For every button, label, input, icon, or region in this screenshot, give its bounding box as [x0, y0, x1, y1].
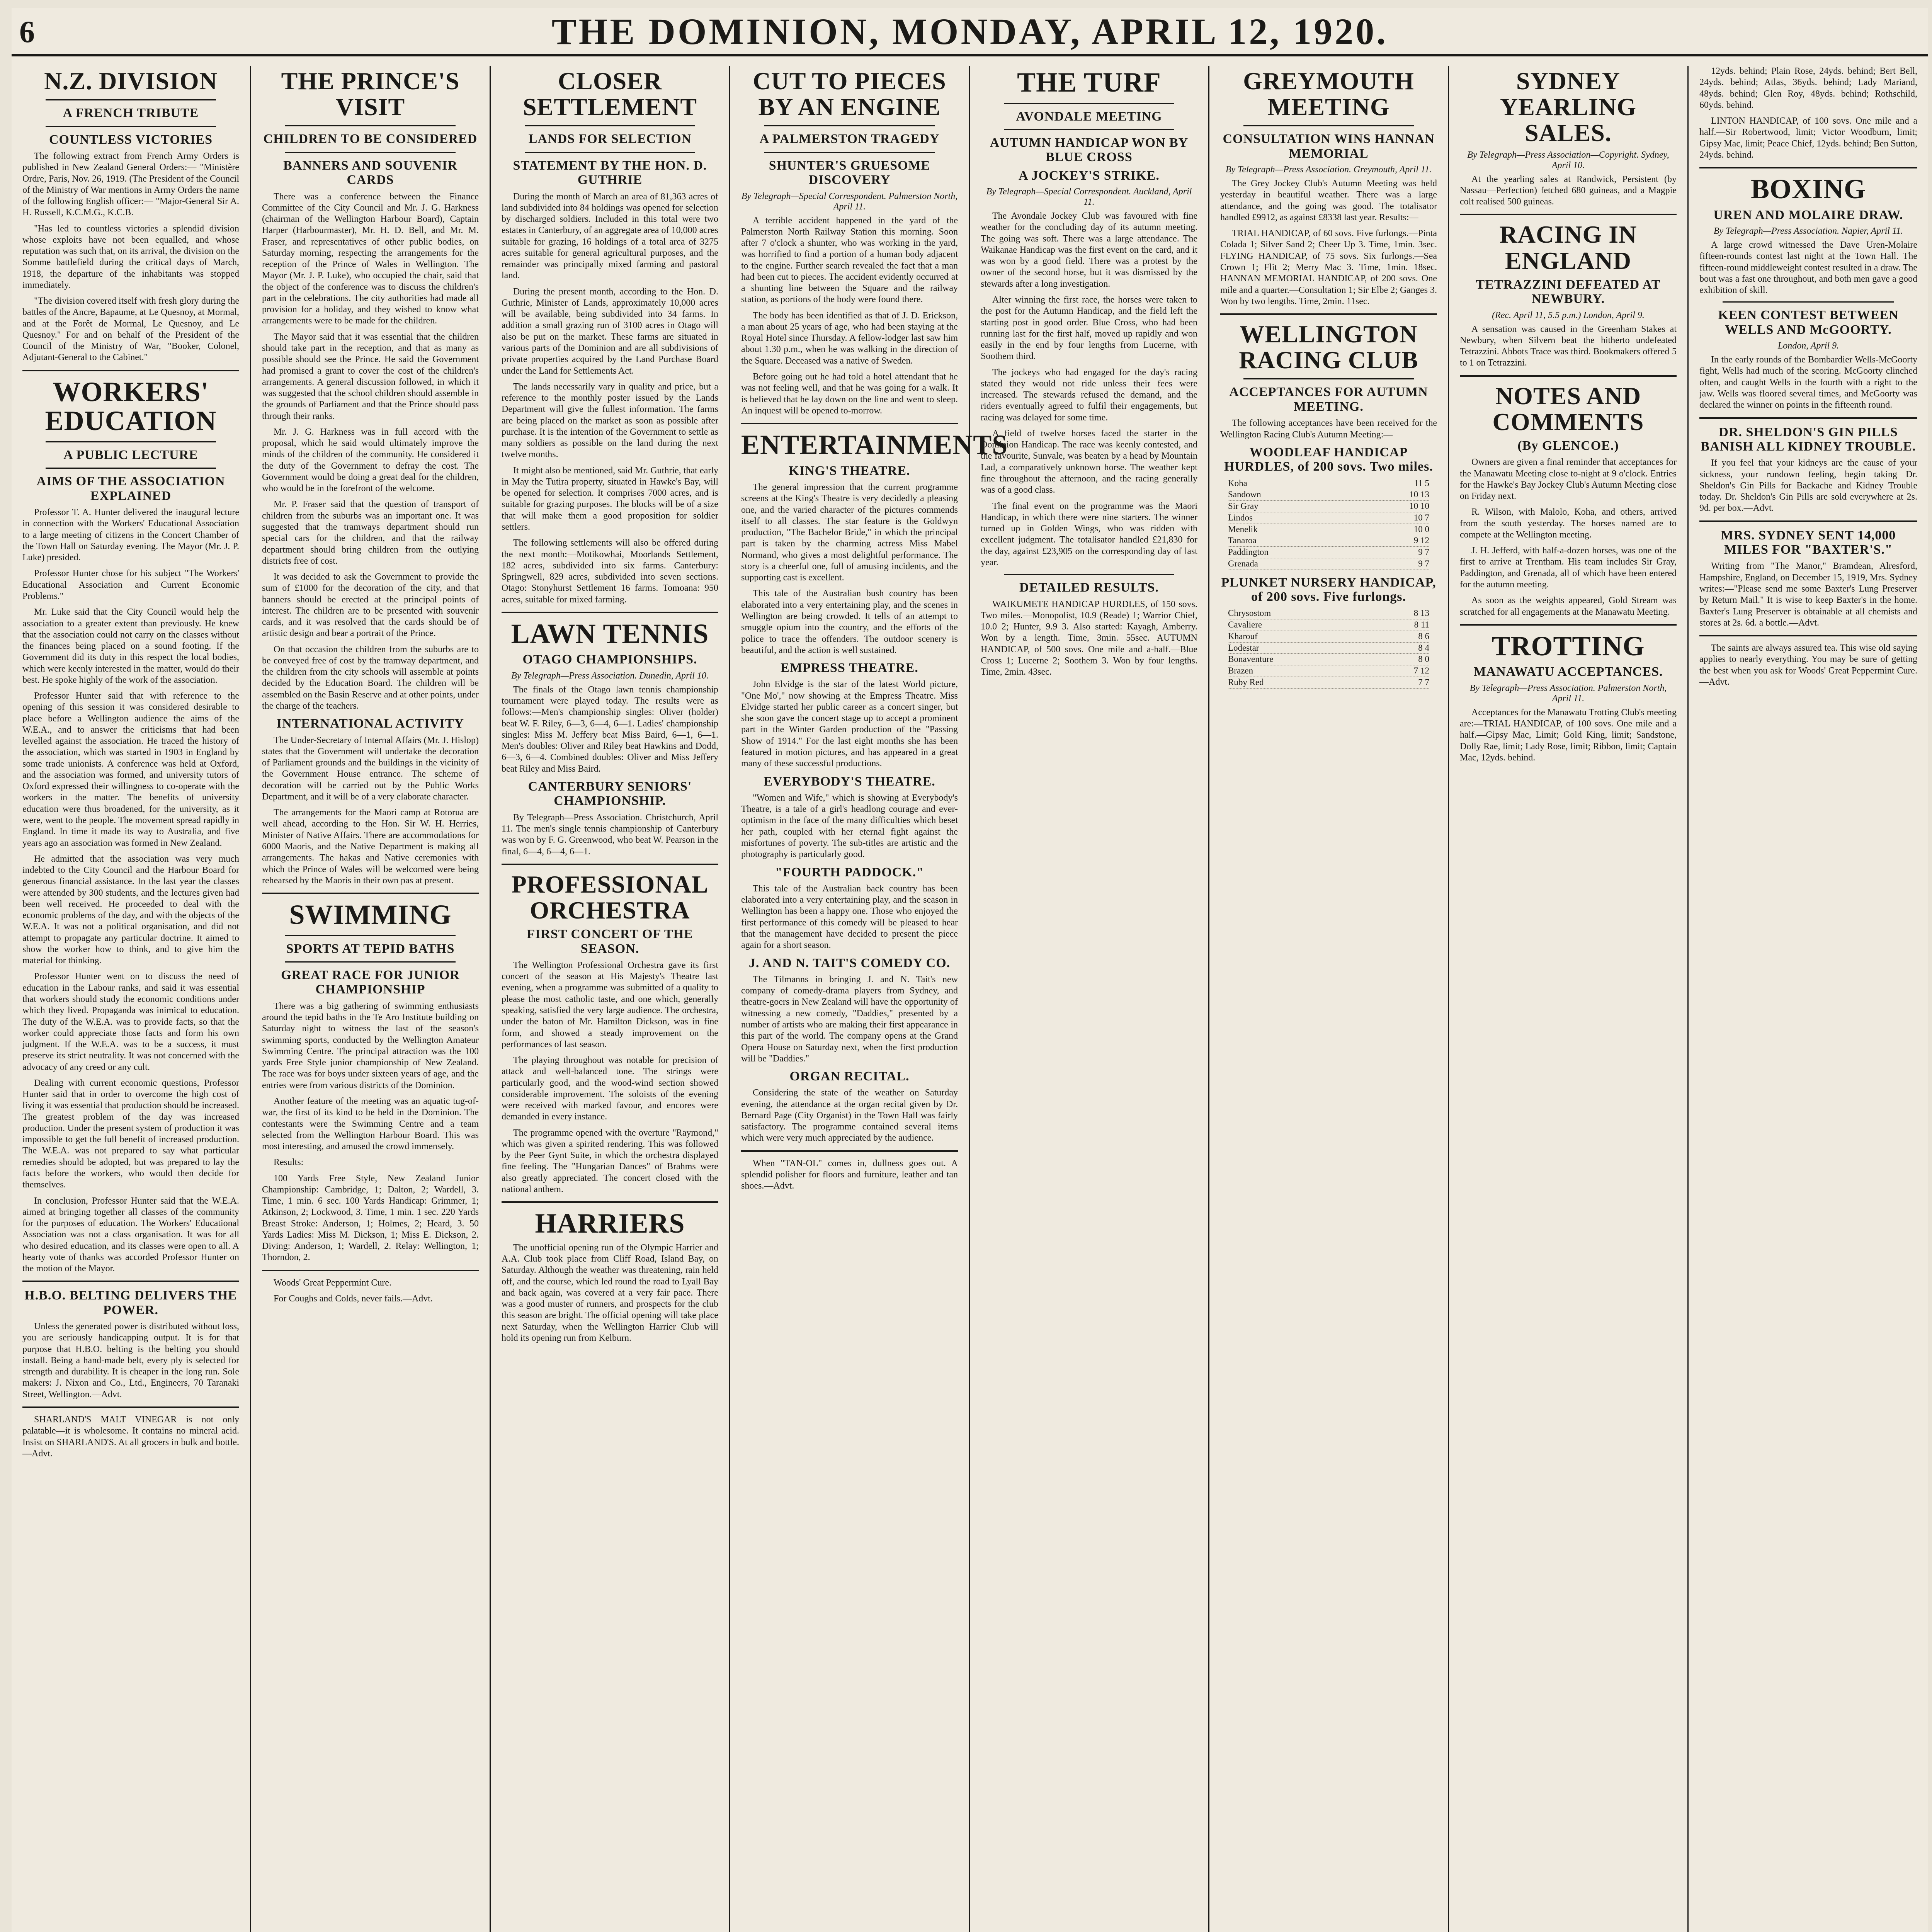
article-paragraph: In the early rounds of the Bombardier Wells-McGoorty fight, Wells had much of the scoring. McGoorty clinched often, and caught Wells in the fourth with a right to the jaw. Wells was floored several times, and McGoorty was declared the winner on points in the fifteenth round.	[1699, 355, 1917, 410]
subheading: (By GLENCOE.)	[1517, 438, 1619, 453]
subheading: SPORTS AT TEPID BATHS	[286, 941, 455, 956]
article-paragraph: It was decided to ask the Government to provide the sum of £1000 for the decoration of the city, and that banners should be erected at the principal points of interest. The children are to be presented with souvenir cards, and it was resolved that the cards should be of artistic design and bear a portrait of the Prince.	[262, 572, 479, 639]
subheading: KEEN CONTEST BETWEEN WELLS AND McGOORTY.	[1718, 308, 1899, 337]
article-paragraph: A field of twelve horses faced the starter in the Dominion Handicap. The race was keenly contested, and the favourite, Sunvale, was beaten by a head by Mountain Lad, a comparatively unknown horse. The weather kept fine throughout the afternoon, and the racing generally was of a good class.	[981, 428, 1197, 495]
article-paragraph: It might also be mentioned, said Mr. Guthrie, that early in May the Tutira property, situated in Hawke's Bay, will be opened for selection. It comprises 7000 acres, and is suitable for grazing purposes. The blocks will be of a size that will make them a good proposition for soldier settlers.	[502, 465, 718, 532]
subheading: TETRAZZINI DEFEATED AT NEWBURY.	[1476, 277, 1661, 306]
ad-headline: DR. SHELDON'S GIN PILLS BANISH ALL KIDNEY TROUBLE.	[1701, 425, 1916, 454]
article-paragraph: The Avondale Jockey Club was favoured with fine weather for the concluding day of its autumn meeting. The going was soft. There was a large attendance. The Waikanae Handicap was the first event on the card, and it was won by a good field. There was a protest by the owner of the second horse, but it was dismissed by the stewards after a long investigation.	[981, 211, 1197, 289]
headline: ENTERTAINMENTS	[741, 429, 1008, 461]
article-paragraph: The unofficial opening run of the Olympic Harrier and A.A. Club took place from Cliff Road, Island Bay, on Saturday. Although the weather was threatening, rain held off, and the course, which led round the road to Lyall Bay and back again, was covered at a very fair pace. There was a good muster of runners, and prospects for the club this season are bright. The official opening will take place next Saturday, when the Wellington Harrier Club will hold its opening run from Kelburn.	[502, 1242, 718, 1343]
article-paragraph: Another feature of the meeting was an aquatic tug-of-war, the first of its kind to be held in the Dominion. The contestants were the Swimming Centre and a team selected from the Wellington Harbour Board. This was most interesting, and amused the crowd immensely.	[262, 1096, 479, 1152]
byline: London, April 9.	[1777, 341, 1839, 351]
article-paragraph: The lands necessarily vary in quality and price, but a reference to the monthly poster issued by the Lands Department will give the fullest information. The farms are being placed on the market as soon as possible after purchase. It is the intention of the Government to settle as many soldiers as possible on the land during the next twelve months.	[502, 381, 718, 460]
article-paragraph: The jockeys who had engaged for the day's racing stated they would not ride unless their fees were increased. The stewards refused the demand, and the riders eventually agreed to fulfil their engagements, but racing was delayed for some time.	[981, 367, 1197, 423]
subheading: SHUNTER'S GRUESOME DISCOVERY	[769, 158, 930, 187]
acceptance-list	[1228, 478, 1429, 570]
article-paragraph: Dealing with current economic questions, Professor Hunter said that in order to overcome the high cost of living it was essential that production should be increased. The greatest problem of the day was increased production. Under the present system of production it was impossible to get the full benefit of increased production. The W.E.A. was not prepared to say what particular remedies should be adopted, but was prepared to lay the facts before the workers, who would then decide for themselves.	[22, 1078, 239, 1190]
article-paragraph: He admitted that the association was very much indebted to the City Council and the Harbour Board for generous financial assistance. In the last year the classes were attended by 300 students, and the lectures given had been well received. He proceeded to deal with the economic problems of the day, and with the objects of the W.E.A. It was not a political organisation, and did not attempt to propagate any particular doctrine. It aimed to show the worker how to think, and to give him the material for thinking.	[22, 854, 239, 966]
byline: By Telegraph—Press Association. Palmerston North, April 11.	[1469, 683, 1667, 704]
article-paragraph: Professor Hunter chose for his subject "The Workers' Educational Association and Current Economic Problems."	[22, 568, 239, 601]
article-paragraph: "The division covered itself with fresh glory during the battles of the Ancre, Bapaume, at Le Quesnoy, at Mormal, and at the Forêt de Mormal, Le Quesnoy, and Le Quesnoy." For and on behalf of the President of the Council of the Ministry of War, "Booker, Colonel, Adjutant-General to the Cabinet."	[22, 296, 239, 363]
list-item: Lodestar 8 4	[1228, 643, 1429, 654]
results-heading: Results:	[274, 1157, 304, 1168]
list-item: Lindos 10 7	[1228, 512, 1429, 524]
article-paragraph: The following extract from French Army Orders is published in New Zealand General Orders:— "Ministère Ordre, Paris, Nov. 26, 1919. (The President of the Council of the Ministry of War mentions in Army Orders the name of the following English officer:— "Major-General Sir A. H. Russell, K.C.M.G., K.C.B.	[22, 151, 239, 218]
article-paragraph: 12yds. behind; Plain Rose, 24yds. behind; Bert Bell, 24yds. behind; Atlas, 36yds. behind; Lady Mariand, 48yds. behind; Glen Roy, 48yds. behind; Rothschild, 60yds. behind.	[1699, 66, 1917, 110]
headline: PROFESSIONAL ORCHESTRA	[511, 870, 709, 924]
subheading: EVERYBODY'S THEATRE.	[764, 774, 935, 789]
newspaper-page	[12, 8, 1928, 1932]
article-paragraph: LINTON HANDICAP, of 100 sovs. One mile and a half.—Sir Robertwood, limit; Victor Woodburn, limit; Gipsy Mac, limit; Peace Chief, 12yds. behind; Ben Sutton, 24yds. behind.	[1699, 116, 1917, 160]
article-paragraph: A terrible accident happened in the yard of the Palmerston North Railway Station this morning. Soon after 7 o'clock a shunter, who was working in the yard, was horrified to find a portion of a human body adjacent to the engine. Further search revealed the fact that a man had been cut to pieces. The accident evidently occurred at a shunting line between the Square and the railway station, as portions of the body were found there.	[741, 215, 958, 305]
headline: WORKERS' EDUCATION	[45, 376, 217, 437]
subheading: CHILDREN TO BE CONSIDERED	[263, 132, 478, 146]
list-item: Brazen 7 12	[1228, 665, 1429, 677]
article-paragraph: Considering the state of the weather on Saturday evening, the attendance at the organ recital given by Dr. Bernard Page (City Organist) in the Town Hall was fairly satisfactory. The programme contained several items which were very much appreciated by the audience.	[741, 1088, 958, 1143]
subheading: COUNTLESS VICTORIES	[49, 132, 213, 147]
masthead	[12, 8, 1928, 56]
advertisement-text: The saints are always assured tea. This wise old saying applies to nearly everything. You may be sure of getting the best when you ask for Woods' Great Peppermint Cure.—Advt.	[1699, 643, 1917, 687]
list-item: Kharouf 8 6	[1228, 631, 1429, 643]
headline: CLOSER SETTLEMENT	[522, 67, 697, 121]
article-paragraph: There was a conference between the Finance Committee of the City Council and Mr. J. G. Harkness (chairman of the Wellington Harbour Board), Captain Harper (Harbourmaster), Mr. H. D. Bell, and Mr. M. Fraser, and representatives of other public bodies, on Saturday morning, respecting the arrangements for the reception of the Prince of Wales in Wellington. The Mayor (Mr. J. P. Luke), who occupied the chair, said that the object of the conference was to discuss the children's part in the celebrations. The city authorities had made all provision for a holiday, and they wished to know what arrangements were to be made for the children.	[262, 191, 479, 326]
newspaper-title: THE DOMINION, MONDAY, APRIL 12, 1920.	[551, 11, 1388, 52]
byline: By Telegraph—Press Association. Dunedin, April 10.	[511, 670, 709, 681]
article-paragraph: The body has been identified as that of J. D. Erickson, a man about 25 years of age, who had been staying at the Royal Hotel since Thursday. A fellow-lodger last saw him about 1.30 p.m., when he was walking in the direction of the Square. Deceased was a native of Sweden.	[741, 310, 958, 366]
ad-headline: MRS. SYDNEY SENT 14,000 MILES FOR "BAXTER'S."	[1721, 528, 1896, 557]
subheading: A PUBLIC LECTURE	[63, 447, 198, 462]
column-6	[1209, 66, 1449, 1932]
subheading: BANNERS AND SOUVENIR CARDS	[283, 158, 457, 187]
advertisement-text: If you feel that your kidneys are the cause of your sickness, your rundown feeling, begin taking Dr. Sheldon's Gin Pills for Backache and Kidney Trouble today. Dr. Sheldon's Gin Pills are sold everywhere at 2s. 9d. per box.—Advt.	[1699, 458, 1917, 514]
headline: LAWN TENNIS	[511, 618, 709, 649]
article-paragraph: At the yearling sales at Randwick, Persistent (by Nassau—Perfection) fetched 680 guineas, and a Magpie colt realised 500 guineas.	[1460, 174, 1677, 207]
headline: THE TURF	[1017, 67, 1161, 98]
headline: TROTTING	[1492, 630, 1645, 662]
article-paragraph: By Telegraph—Press Association. Christchurch, April 11. The men's single tennis championship of Canterbury was won by F. G. Greenwood, who beat W. Pearson in the final, 6—4, 6—4, 6—1.	[502, 812, 718, 857]
subheading: EMPRESS THEATRE.	[781, 661, 918, 675]
article-paragraph: The following settlements will also be offered during the next month:—Motikowhai, Moorlands Settlement, 182 acres, subdivided into six farms. Canterbury: Springwell, 829 acres, subdivided into seven sections. Otago: Stonyhurst Settlement 16 farms. Tomoana: 950 acres, suitable for mixed farming.	[502, 538, 718, 605]
subheading: ORGAN RECITAL.	[789, 1069, 910, 1084]
headline: THE PRINCE'S VISIT	[281, 67, 460, 121]
results-text: TRIAL HANDICAP, of 60 sovs. Five furlongs.—Pinta Colada 1; Silver Sand 2; Cheer Up 3. Time, 1min. 3sec. FLYING HANDICAP, of 75 sovs. Six furlongs.—Sea Crown 1; Flit 2; Merry Mac 3. Time, 1min. 18sec. HANNAN MEMORIAL HANDICAP, of 200 sovs. One mile and a quarter.—Consultation 1; Sir Elbe 2; Ganges 3. Won by two lengths. Time, 2min. 11sec.	[1220, 228, 1437, 306]
subheading: LANDS FOR SELECTION	[528, 132, 692, 146]
article-paragraph: In conclusion, Professor Hunter said that the W.E.A. aimed at bringing together all classes of the community for the purposes of education. The Workers' Educational Association was not a class organisation. It was for all who desired education, and its classes were open to all. A hearty vote of thanks was accorded Professor Hunter on the motion of the Mayor.	[22, 1196, 239, 1274]
list-item: Cavaliere 8 11	[1228, 619, 1429, 631]
subheading: J. AND N. TAIT'S COMEDY CO.	[748, 956, 951, 970]
advertisement-title: Woods' Great Peppermint Cure.	[274, 1277, 391, 1288]
column-3	[491, 66, 730, 1932]
article-paragraph: Mr. Luke said that the City Council would help the association to a greater extent than previously. He knew that the association could not carry on the classes without the finances being placed on a sound footing. If the Government did its duty in this respect the local bodies, which were keenly interested in the matter, would do their best. He spoke highly of the work of the association.	[22, 607, 239, 685]
subheading: CONSULTATION WINS HANNAN MEMORIAL	[1223, 132, 1435, 161]
article-paragraph: Mr. P. Fraser said that the question of transport of children from the suburbs was an important one. It was suggested that the tramways department should run special cars for the children, and that the railway department should bring children from the outlying districts free of cost.	[262, 499, 479, 566]
column-5	[970, 66, 1209, 1932]
headline: NOTES AND COMMENTS	[1492, 382, 1644, 435]
article-paragraph: As soon as the weights appeared, Gold Stream was scratched for all engagements at the Manawatu Meeting.	[1460, 595, 1677, 617]
article-paragraph: During the month of March an area of 81,363 acres of land subdivided into 84 holdings was opened for selection by discharged soldiers. Included in this total were two estates in Canterbury, of an aggregate area of 10,000 acres suitable for grazing, 16 holdings of a total area of 3275 acres suitable for general agricultural purposes, and the remainder was principally mixed farming and pastoral land.	[502, 191, 718, 281]
advertisement-text: SHARLAND'S MALT VINEGAR is not only palatable—it is wholesome. It contains no mineral acid. Insist on SHARLAND'S. At all grocers in bulk and bottle.—Advt.	[22, 1415, 239, 1459]
subheading: AIMS OF THE ASSOCIATION EXPLAINED	[36, 474, 225, 503]
columns	[12, 66, 1928, 1932]
subheading: GREAT RACE FOR JUNIOR CHAMPIONSHIP	[281, 968, 460, 997]
subheading: "FOURTH PADDOCK."	[775, 865, 924, 879]
article-paragraph: J. H. Jefferd, with half-a-dozen horses, was one of the first to arrive at Trentham. His team includes Sir Gray, Paddington, and Grenada, all of which have been entered for the autumn meeting.	[1460, 546, 1677, 590]
headline: N.Z. DIVISION	[44, 67, 218, 95]
subheading: A JOCKEY'S STRIKE.	[1019, 168, 1160, 183]
results-text: 100 Yards Free Style, New Zealand Junior Championship: Cambridge, 1; Dalton, 2; Wardell, 3. Time, 1 min. 6 sec. 100 Yards Handicap: Grimmer, 1; Atkinson, 2; Lockwood, 3. Time, 1 min. 1 sec. 220 Yards Breast Stroke: Anderson, 1; Holmes, 2; Heard, 3. 50 Yards Ladies: Miss M. Dickson, 1; Miss E. Dickson, 2. Diving: Anderson, 1; Wardell, 2. Relay: Wellington, 1; Thorndon, 2.	[262, 1173, 479, 1263]
list-item: Koha 11 5	[1228, 478, 1429, 490]
subheading: AUTUMN HANDICAP WON BY BLUE CROSS	[990, 135, 1189, 165]
race-heading: PLUNKET NURSERY HANDICAP, of 200 sovs. Five furlongs.	[1221, 575, 1436, 604]
list-item: Chrysostom 8 13	[1228, 608, 1429, 619]
page-number: 6	[19, 15, 35, 49]
article-paragraph: The Mayor said that it was essential that the children should take part in the reception, and that as many as possible should see the Prince. He said the Government had promised a grant to cover the cost of the children's arrangements. A general discussion followed, in which it was suggested that the school children should assemble in the grounds of Parliament and that the Prince should pass through their ranks.	[262, 332, 479, 421]
subheading: FIRST CONCERT OF THE SEASON.	[527, 927, 693, 956]
article-paragraph: Acceptances for the Manawatu Trotting Club's meeting are:—TRIAL HANDICAP, of 100 sovs. One mile and a half.—Gipsy Mac, Limit; Gold King, limit; Sandstone, Dolly Rae, limit; Lady Rose, limit; Ribbon, limit; Captain Mac, 12yds. behind.	[1460, 707, 1677, 763]
acceptance-list	[1228, 608, 1429, 688]
article-paragraph: The Tilmanns in bringing J. and N. Tait's new company of comedy-drama players from Sydney, and theatre-goers in New Zealand will have the opportunity of witnessing a new comedy, "Daddies," presented by a number of artists who are making their first appearance in this part of the world. The company opens at the Grand Opera House on Saturday next, when the first production will be "Daddies."	[741, 974, 958, 1064]
byline: By Telegraph—Special Correspondent. Palmerston North, April 11.	[741, 191, 958, 212]
article-paragraph: The Grey Jockey Club's Autumn Meeting was held yesterday in beautiful weather. There was a large attendance, and the going was good. The totalisator handled £9912, as against £8338 last year. Results:—	[1220, 179, 1437, 223]
advertisement-text: For Coughs and Colds, never fails.—Advt.	[274, 1293, 433, 1304]
byline: By Telegraph—Press Association—Copyright. Sydney, April 10.	[1467, 150, 1669, 170]
headline: GREYMOUTH MEETING	[1243, 67, 1414, 121]
subheading: INTERNATIONAL ACTIVITY	[276, 716, 464, 731]
advertisement-text: Unless the generated power is distributed without loss, you are seriously handicapping output. It is for that purpose that H.B.O. belting is the belting you should install. Being a hand-made belt, every ply is selected for strength and durability. It is cheaper in the long run. Sole makers: J. Nixon and Co., Ltd., Engineers, 70 Taranaki Street, Wellington.—Advt.	[22, 1321, 239, 1400]
list-item: Bonaventure 8 0	[1228, 654, 1429, 665]
article-paragraph: The final event on the programme was the Maori Handicap, in which there were nine starters. The winner turned up in Golden Wings, who was ridden with excellent judgment. The totalisator handled £21,830 for the day, against £23,905 on the corresponding day of last year.	[981, 501, 1197, 568]
article-paragraph: Professor Hunter said that with reference to the opening of this session it was considered desirable to place before a Wellington audience the aims of the W.E.A., and to answer the criticisms that had been levelled against the association. He traced the history of the association, which was started in 1903 in England by some trade unionists. A conference was held at Oxford, and the association was formed, and university tutors of Oxford expressed their willingness to co-operate with the workers in the matter. The benefits of university education were thus broadened, for the university, as it were, went to the people. The movement spread rapidly in England. In time it made its way to Australia, and five years ago an association was formed in New Zealand.	[22, 691, 239, 848]
column-1	[12, 66, 251, 1932]
results-text: WAIKUMETE HANDICAP HURDLES, of 150 sovs. Two miles.—Monopolist, 10.9 (Reade) 1; Warrior Chief, 10.0 2; Hunter, 9.9 3. Also started: Kayagh, Amberry. Won by a length. Time, 3min. 55sec. AUTUMN HANDICAP, of 500 sovs. One mile and a-half.—Blue Cross 1; Lucerne 2; Soothem 3. Won by four lengths. Time, 2min. 43sec.	[981, 599, 1197, 677]
article-paragraph: The following acceptances have been received for the Wellington Racing Club's Autumn Meeting:—	[1220, 418, 1437, 440]
article-paragraph: The Wellington Professional Orchestra gave its first concert of the season at His Majesty's Theatre last evening, when a programme was submitted of a quality to please the most catholic taste, and one which, generally speaking, satisfied the very large audience. The orchestra, under the baton of Mr. Hamilton Dickson, was in fine form, and showed a steady improvement on the performances of last season.	[502, 960, 718, 1049]
article-paragraph: Owners are given a final reminder that acceptances for the Manawatu Meeting close to-night at 9 o'clock. Entries for the Hawke's Bay Jockey Club's Autumn Meeting close on Friday next.	[1460, 457, 1677, 502]
race-heading: WOODLEAF HANDICAP HURDLES, of 200 sovs. Two miles.	[1224, 445, 1433, 474]
headline: BOXING	[1750, 173, 1866, 205]
subheading: STATEMENT BY THE HON. D. GUTHRIE	[513, 158, 707, 187]
list-item: Grenada 9 7	[1228, 558, 1429, 570]
headline: WELLINGTON RACING CLUB	[1239, 320, 1418, 374]
subheading: A FRENCH TRIBUTE	[63, 106, 199, 121]
list-item: Sandown 10 13	[1228, 489, 1429, 501]
subheading: UREN AND MOLAIRE DRAW.	[1713, 207, 1903, 222]
article-paragraph: A sensation was caused in the Greenham Stakes at Newbury, when Silvern beat the hitherto undefeated Tetrazzini. Abbots Trace was third. Bookmakers offered 5 to 1 on Tetrazzini.	[1460, 324, 1677, 368]
advertisement-text: When "TAN-OL" comes in, dullness goes out. A splendid polisher for floors and furniture, leather and tan shoes.—Advt.	[741, 1158, 958, 1191]
article-paragraph: There was a big gathering of swimming enthusiasts around the tepid baths in the Te Aro Institute building on Saturday night to witness the last of the season's swimming sports, conducted by the Wellington Amateur Swimming Centre. The principal attraction was the 100 yards Free Style junior championship of New Zealand. The race was for boys under sixteen years of age, and the entries were from various districts of the Dominion.	[262, 1001, 479, 1090]
article-paragraph: The programme opened with the overture "Raymond," which was given a spirited rendering. This was followed by the Peer Gynt Suite, in which the orchestra displayed fine feeling. The "Hungarian Dances" of Brahms were also greatly appreciated. The concert closed with the national anthem.	[502, 1128, 718, 1194]
headline: HARRIERS	[535, 1208, 685, 1239]
byline: By Telegraph—Special Correspondent. Auckland, April 11.	[986, 187, 1192, 207]
column-2	[251, 66, 491, 1932]
article-paragraph: Professor Hunter went on to discuss the need of education in the Labour ranks, and said it was essential that workers should study the economic conditions under which they lived. Propaganda was inimical to education. The duty of the W.E.A. was to provide facts, so that the worker could appreciate those facts and form his own judgment. If the W.E.A. was to be a success, it must preserve its strict neutrality. It was not concerned with the advocacy of any creed or any cult.	[22, 971, 239, 1072]
article-paragraph: John Elvidge is the star of the latest World picture, "One Mo'," now showing at the Empress Theatre. Miss Elvidge started her public career as a concert singer, but she soon gave the concert stage up to accept a prominent part in the Winter Garden production of the "Passing Show of 1914." For the last eight months she has been featured in motion pictures, and has appeared in a great many of these successful productions.	[741, 679, 958, 769]
list-item: Ruby Red 7 7	[1228, 677, 1429, 689]
article-paragraph: The Under-Secretary of Internal Affairs (Mr. J. Hislop) states that the Government will undertake the decoration of Parliament grounds and the buildings in the vicinity of the Government House entrance. The scheme of decoration will be carried out by the Public Works Department, and it will be of a very elaborate character.	[262, 735, 479, 802]
article-paragraph: The finals of the Otago lawn tennis championship tournament were played today. The results were as follows:—Men's championship singles: Oliver (holder) beat W. F. Riley, 6—3, 6—4, 6—1. Ladies' championship singles: Miss M. Jeffery beat Miss Baird, 6—1, 6—1. Men's doubles: Oliver and Riley beat Hawkins and Dodd, 6—3, 6—4. Combined doubles: Oliver and Miss Jeffery beat Riley and Miss Baird.	[502, 684, 718, 774]
subheading: MANAWATU ACCEPTANCES.	[1473, 665, 1663, 679]
headline: RACING IN ENGLAND	[1499, 221, 1637, 274]
article-paragraph: On that occasion the children from the suburbs are to be conveyed free of cost by the tramway department, and the children from the city schools will assemble at points decided by the Education Board. The children will be assembled on the Basin Reserve and at other points, under the charge of the teachers.	[262, 644, 479, 711]
article-paragraph: Alter winning the first race, the horses were taken to the post for the Autumn Handicap, and the field left the starting post in good order. Blue Cross, who had been running last for the first half, moved up rapidly and won easily in the end by four lengths from Lucerne, with Soothem third.	[981, 295, 1197, 362]
subheading: AVONDALE MEETING	[1016, 109, 1162, 124]
list-item: Sir Gray 10 10	[1228, 501, 1429, 512]
column-4	[730, 66, 1008, 1932]
list-item: Menelik 10 0	[1228, 524, 1429, 536]
subheading: CANTERBURY SENIORS' CHAMPIONSHIP.	[528, 779, 692, 808]
column-7	[1449, 66, 1689, 1932]
article-paragraph: The playing throughout was notable for precision of attack and well-balanced tone. The strings were particularly good, and the wood-wind section showed considerable improvement. The soloists of the evening were received with marked favour, and encores were demanded in every instance.	[502, 1055, 718, 1122]
headline: CUT TO PIECES BY AN ENGINE	[753, 67, 946, 121]
article-paragraph: Professor T. A. Hunter delivered the inaugural lecture in connection with the Workers' Educational Association to a large meeting of citizens in the Concert Chamber of the Town Hall on Saturday evening. The Mayor (Mr. J. P. Luke) presided.	[22, 507, 239, 563]
article-paragraph: A large crowd witnessed the Dave Uren-Molaire fifteen-rounds contest last night at the Town Hall. The fifteen-round middleweight contest resulted in a draw. The bout was a fast one throughout, and both men gave a good exhibition of skill.	[1699, 240, 1917, 296]
subheading: OTAGO CHAMPIONSHIPS.	[522, 652, 697, 667]
article-paragraph: Before going out he had told a hotel attendant that he was not feeling well, and that he was going for a walk. It is believed that he lay down on the line and went to sleep. An inquest will be opened to-morrow.	[741, 372, 958, 416]
article-paragraph: During the present month, according to the Hon. D. Guthrie, Minister of Lands, approximately 10,000 acres will be available, being subdivided into 34 farms. In addition a small grazing run of 3100 acres in Otago will also be put on the market. These farms are situated in various parts of the Dominion and are all subdivisions of private properties acquired by the Land Purchase Board under the Land for Settlements Act.	[502, 286, 718, 376]
article-paragraph: This tale of the Australian back country has been elaborated into a very entertaining play, and the season in Wellington has been a happy one. Those who enjoyed the first performance of this comedy will be pleased to hear that the management have decided to present the piece again for a short season.	[741, 883, 958, 951]
headline: SYDNEY YEARLING SALES.	[1500, 67, 1636, 147]
article-paragraph: The arrangements for the Maori camp at Rotorua are well ahead, according to the Hon. Sir W. H. Herries, Minister of Native Affairs. There are accommodations for 6000 Maoris, and the Native Department is making all arrangements. The hakas and Native ceremonies with which the Prince of Wales will be welcomed were being rehearsed by the Maoris in their own pas at present.	[262, 808, 479, 886]
article-paragraph: "Has led to countless victories a splendid division whose exploits have not been equalled, and whose reputation was such that, on its arrival, the division on the Somme battlefield during the critical days of March, 1918, the departure of the inhabitants was stopped immediately.	[22, 223, 239, 290]
list-item: Tanaroa 9 12	[1228, 535, 1429, 547]
subheading: ACCEPTANCES FOR AUTUMN MEETING.	[1229, 385, 1428, 414]
byline: By Telegraph—Press Association. Napier, April 11.	[1713, 226, 1903, 236]
ad-headline: H.B.O. BELTING DELIVERS THE POWER.	[24, 1288, 237, 1317]
article-paragraph: Mr. J. G. Harkness was in full accord with the proposal, which he said would ultimately improve the minds of the children of the community. He considered it the duty of the Government to defray the cost. The Government would be doing a great deal for the children, who would be in the forefront of the welcome.	[262, 427, 479, 494]
column-8	[1689, 66, 1928, 1932]
headline: SWIMMING	[289, 899, 452, 930]
byline: By Telegraph—Press Association. Greymouth, April 11.	[1225, 165, 1432, 175]
subheading: DETAILED RESULTS.	[1019, 580, 1159, 595]
subheading: A PALMERSTON TRAGEDY	[759, 132, 940, 146]
advertisement-text: Writing from "The Manor," Bramdean, Alresford, Hampshire, England, on December 15, 1919, Mrs. Sydney writes:—"Please send me some Baxter's Lung Preserver by Return Mail." It is wise to keep Baxter's in the home. Baxter's Lung Preserver is obtainable at all chemists and stores at 2s. 6d. a bottle.—Advt.	[1699, 561, 1917, 628]
subheading: KING'S THEATRE.	[789, 463, 910, 478]
article-paragraph: This tale of the Australian bush country has been elaborated into a very entertaining play, and the scenes in Wellington are being crowded. It tells of an attempt to smuggle opium into the country, and the efforts of the police to trace the offenders. The outdoor scenery is beautiful, and the action is well sustained.	[741, 588, 958, 655]
list-item: Paddington 9 7	[1228, 547, 1429, 558]
article-paragraph: The general impression that the current programme screens at the King's Theatre is very decidedly a pleasing one, and the varied character of the pictures commends itself to all classes. The star feature is the Goldwyn production, "The Bachelor Bride," in which the principal part is taken by the charming actress Miss Mabel Normand, who gives a most delightful performance. The story is a cheerful one, full of amusing incidents, and the supporting cast is excellent.	[741, 482, 958, 583]
byline: (Rec. April 11, 5.5 p.m.) London, April 9.	[1492, 310, 1645, 320]
article-paragraph: "Women and Wife," which is showing at Everybody's Theatre, is a tale of a girl's headlong courage and ever-optimism in the face of the many difficulties which beset her path, coupled with her eternal fight against the misfortunes of poverty. The sub-titles are artistic and the photography is particularly good.	[741, 793, 958, 860]
article-paragraph: R. Wilson, with Malolo, Koha, and others, arrived from the south yesterday. The horses named are to compete at the Wellington meeting.	[1460, 507, 1677, 540]
